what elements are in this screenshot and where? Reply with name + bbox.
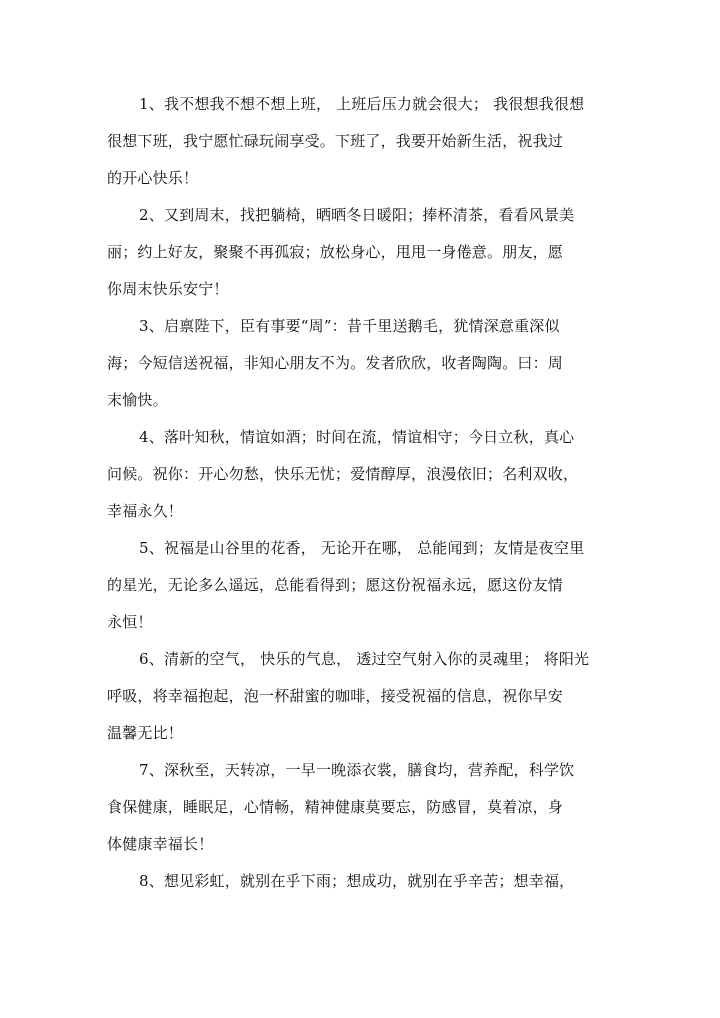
paragraph-line: 5、祝福是山谷里的花香， 无论开在哪， 总能闻到；友情是夜空里 <box>139 539 585 557</box>
paragraph-line: 7、深秋至，天转凉，一早一晚添衣裳，膳食均，营养配，科学饮 <box>139 761 575 779</box>
paragraph-7 <box>107 752 617 863</box>
paragraph-line: 海；今短信送祝福，非知心朋友不为。发者欣欣，收者陶陶。曰：周 <box>107 354 564 372</box>
paragraph-line: 永恒！ <box>107 613 153 631</box>
paragraph-line: 3、启禀陛下，臣有事要“周”：昔千里送鹅毛，犹情深意重深似 <box>139 317 560 335</box>
paragraph-line: 你周末快乐安宁！ <box>107 280 229 298</box>
paragraph-2 <box>107 197 617 308</box>
paragraph-3 <box>107 308 617 419</box>
paragraph-6 <box>107 641 617 752</box>
paragraph-line: 4、落叶知秋，情谊如酒；时间在流，情谊相守；今日立秋，真心 <box>139 428 575 446</box>
paragraph-line: 6、清新的空气， 快乐的气息， 透过空气射入你的灵魂里； 将阳光 <box>139 650 590 668</box>
paragraph-line: 末愉快。 <box>107 391 168 409</box>
paragraph-line: 呼吸，将幸福抱起，泡一杯甜蜜的咖啡，接受祝福的信息，祝你早安 <box>107 687 564 705</box>
paragraph-line: 1、我不想我不想不想上班， 上班后压力就会很大； 我很想我很想 <box>139 95 585 113</box>
paragraph-line: 丽；约上好友，聚聚不再孤寂；放松身心，甩甩一身倦意。朋友，愿 <box>107 243 564 261</box>
paragraph-line: 很想下班，我宁愿忙碌玩闹享受。下班了，我要开始新生活，祝我过 <box>107 132 564 150</box>
paragraph-line: 的星光，无论多么遥远，总能看得到；愿这份祝福永远，愿这份友情 <box>107 576 564 594</box>
paragraph-line: 的开心快乐！ <box>107 169 199 187</box>
paragraph-1 <box>107 86 617 197</box>
paragraph-line: 体健康幸福长！ <box>107 835 214 853</box>
paragraph-4 <box>107 419 617 530</box>
paragraph-5 <box>107 530 617 641</box>
paragraph-line: 食保健康，睡眠足，心情畅，精神健康莫要忘，防感冒，莫着凉，身 <box>107 798 564 816</box>
paragraph-line: 温馨无比！ <box>107 724 184 742</box>
paragraph-line: 2、又到周末，找把躺椅，晒晒冬日暖阳；捧杯清茶，看看风景美 <box>139 206 575 224</box>
paragraph-line: 问候。祝你：开心勿愁，快乐无忧；爱情醇厚，浪漫依旧；名利双收， <box>107 465 579 483</box>
paragraph-8 <box>107 863 617 900</box>
paragraph-line: 8、想见彩虹，就别在乎下雨；想成功，就别在乎辛苦；想幸福， <box>139 872 575 890</box>
paragraph-line: 幸福永久！ <box>107 502 184 520</box>
